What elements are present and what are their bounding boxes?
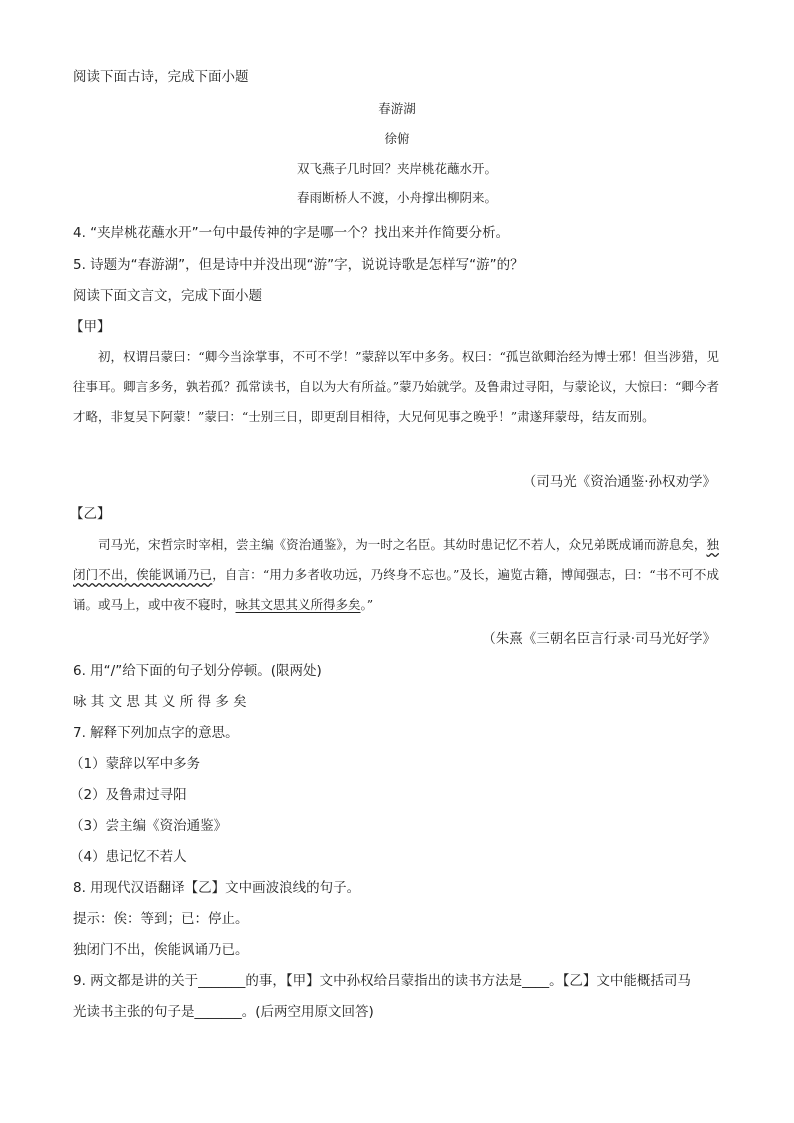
- poem-title: 春游湖: [378, 101, 416, 116]
- poem-intro: 阅读下面古诗，完成下面小题: [73, 69, 249, 85]
- question-8-hint: 提示：俟：等到；已：停止。: [73, 911, 249, 927]
- question-8: 8. 用现代汉语翻译【乙】文中画波浪线的句子。: [73, 880, 361, 896]
- prose-intro: 阅读下面文言文，完成下面小题: [73, 288, 262, 304]
- question-9-line-1: 9. 两文都是讲的关于_______的事，【甲】文中孙权给吕蒙指出的读书方法是____。【乙】文中能概括司马: [73, 973, 691, 989]
- poem-line-1: 双飞燕子几时回？夹岸桃花蘸水开。: [296, 161, 497, 176]
- question-5: 5. 诗题为“春游湖”，但是诗中并没出现“游”字，说说诗歌是怎样写“游”的？: [73, 257, 524, 273]
- wavy-underlined-sentence: 独闭门不出，俟能讽诵乃已: [73, 537, 719, 582]
- question-7-item-1: （1）蒙辞以军中多务: [70, 756, 201, 772]
- passage-yi-label: 【乙】: [70, 506, 111, 522]
- question-6-sentence: 咏 其 文 思 其 义 所 得 多 矣: [73, 694, 247, 710]
- poem-line-2: 春雨断桥人不渡，小舟撑出柳阴来。: [296, 190, 497, 205]
- question-4: 4. “夹岸桃花蘸水开”一句中最传神的字是哪一个？找出来并作简要分析。: [73, 225, 510, 241]
- passage-yi-source: （朱熹《三朝名臣言行录·司马光好学》: [482, 631, 716, 647]
- question-8-sentence: 独闭门不出，俟能讽诵乃已。: [73, 942, 249, 958]
- question-6: 6. 用“/”给下面的句子划分停顿。(限两处): [73, 663, 322, 679]
- question-7-item-4: （4）患记忆不若人: [70, 849, 187, 865]
- passage-yi-text: 司马光，宋哲宗时宰相，尝主编《资治通鉴》，为一时之名臣。其幼时患记忆不若人，众兄弟既成诵而游息矣，独闭门不出，俟能讽诵乃已，自言：“用力多者收功远，乃终身不忘也。”及长，遍览古籍，博闻强志，曰：“书不可不成诵。或马上，或中夜不寝时，咏其文思其义所得多矣。”: [73, 537, 719, 612]
- passage-jia-text: 初，权谓吕蒙曰：“卿今当涂掌事，不可不学！”蒙辞以军中多务。权曰：“孤岂欲卿治经为博士邪！但当涉猎，见往事耳。卿言多务，孰若孤？孤常读书，自以为大有所益。”蒙乃始就学。及鲁肃过寻阳，与蒙论议，大惊曰：“卿今者才略，非复吴下阿蒙！”蒙曰：“士别三日，即更刮目相待，大兄何见事之晚乎！”肃遂拜蒙母，结友而别。: [73, 349, 719, 424]
- poem-author: 徐俯: [384, 131, 410, 146]
- passage-jia-source: （司马光《资治通鉴·孙权劝学》: [522, 474, 716, 490]
- question-9-line-2: 光读书主张的句子是_______。(后两空用原文回答): [73, 1004, 374, 1020]
- underlined-sentence: 咏其文思其义所得多矣: [235, 597, 361, 612]
- question-7-item-3: （3）尝主编《资治通鉴》: [70, 818, 228, 834]
- question-7-item-2: （2）及鲁肃过寻阳: [70, 787, 187, 803]
- passage-jia-label: 【甲】: [70, 319, 111, 335]
- question-7: 7. 解释下列加点字的意思。: [73, 725, 239, 741]
